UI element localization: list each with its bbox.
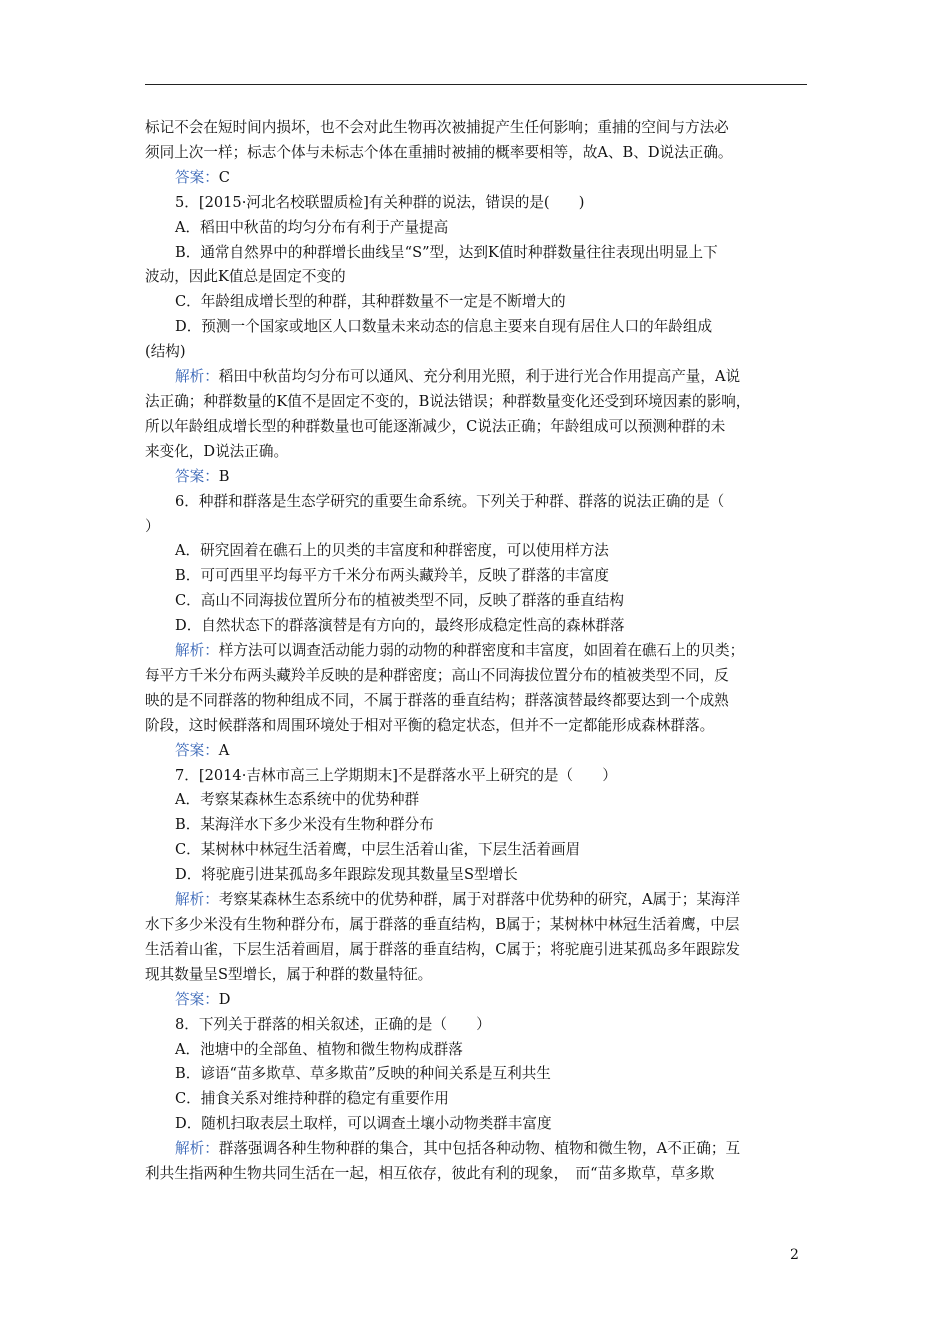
option-a: A．池塘中的全部鱼、植物和微生物构成群落 [175,1040,463,1058]
option-d: D．随机扫取表层土取样，可以调查土壤小动物类群丰富度 [175,1115,552,1133]
option-d: D．自然状态下的群落演替是有方向的，最终形成稳定性高的森林群落 [175,617,625,635]
analysis-line: 解析：考察某森林生态系统中的优势种群，属于对群落中优势种的研究，A属于；某海洋 [175,891,741,909]
option-b: B．可可西里平均每平方千米分布两头藏羚羊，反映了群落的丰富度 [175,567,609,585]
analysis-line: 阶段，这时候群落和周围环境处于相对平衡的稳定状态，但并不一定都能形成森林群落。 [145,716,715,734]
question-stem: 5．[2015·河北名校联盟质检]有关种群的说法，错误的是( ) [175,193,585,211]
analysis-line: 生活着山雀，下层生活着画眉，属于群落的垂直结构，C属于；将驼鹿引进某孤岛多年跟踪发 [145,940,740,958]
page-body [145,116,807,1187]
option-a: A．研究固着在礁石上的贝类的丰富度和种群密度，可以使用样方法 [175,542,609,560]
header-rule [145,84,807,85]
answer-line: 答案：B [175,467,230,485]
option-a: A．稻田中秋苗的均匀分布有利于产量提高 [175,218,449,236]
analysis-line: 解析：群落强调各种生物种群的集合，其中包括各种动物、植物和微生物，A不正确；互 [175,1140,741,1158]
option-c: C．年龄组成增长型的种群，其种群数量不一定是不断增大的 [175,293,566,311]
answer-line: 答案：A [175,741,230,759]
option-c: C．高山不同海拔位置所分布的植被类型不同，反映了群落的垂直结构 [175,592,624,610]
analysis-line: 解析：稻田中秋苗均匀分布可以通风、充分利用光照，利于进行光合作用提高产量，A说 [175,368,741,386]
analysis-line: 来变化，D说法正确。 [145,442,289,460]
analysis-line: 每平方千米分布两头藏羚羊反映的是种群密度；高山不同海拔位置分布的植被类型不同，反 [145,666,729,684]
answer-line: 答案：C [175,168,230,186]
question-stem: 8．下列关于群落的相关叙述，正确的是（ ） [175,1015,491,1033]
analysis-line: 映的是不同群落的物种组成不同，不属于群落的垂直结构；群落演替最终都要达到一个成熟 [145,691,729,709]
intro-line: 须同上次一样；标志个体与未标志个体在重捕时被捕的概率要相等，故A、B、D说法正确。 [145,143,733,161]
analysis-line: 解析：样方法可以调查活动能力弱的动物的种群密度和丰富度，如固着在礁石上的贝类； [175,642,745,660]
option-c: C．捕食关系对维持种群的稳定有重要作用 [175,1090,449,1108]
question-stem: 6．种群和群落是生态学研究的重要生命系统。下列关于种群、群落的说法正确的是（ [175,492,725,510]
option-a: A．考察某森林生态系统中的优势种群 [175,791,420,809]
answer-line: 答案：D [175,990,231,1008]
option-d: D．将驼鹿引进某孤岛多年跟踪发现其数量呈S型增长 [175,866,518,884]
option-d-cont: (结构) [145,343,186,361]
intro-line: 标记不会在短时间内损坏，也不会对此生物再次被捕捉产生任何影响；重捕的空间与方法必 [145,119,729,136]
question-stem: 7．[2014·吉林市高三上学期期末]不是群落水平上研究的是（ ） [175,766,617,784]
analysis-line: 法正确；种群数量的K值不是固定不变的，B说法错误；种群数量变化还受到环境因素的影响， [145,392,751,410]
option-b: B．某海洋水下多少米没有生物种群分布 [175,816,434,834]
analysis-line: 现其数量呈S型增长，属于种群的数量特征。 [145,965,433,983]
option-d: D．预测一个国家或地区人口数量未来动态的信息主要来自现有居住人口的年龄组成 [175,318,713,336]
question-stem-cont: ） [145,517,160,535]
page-number: 2 [790,1247,799,1263]
option-b: B．通常自然界中的种群增长曲线呈“S”型，达到K值时种群数量往往表现出明显上下 [175,243,718,261]
analysis-line: 利共生指两种生物共同生活在一起，相互依存，彼此有利的现象， 而“苗多欺草，草多欺 [145,1165,715,1183]
analysis-line: 水下多少米没有生物种群分布，属于群落的垂直结构，B属于；某树林中林冠生活着鹰，中层 [145,916,740,933]
option-c: C．某树林中林冠生活着鹰，中层生活着山雀，下层生活着画眉 [175,841,581,859]
analysis-line: 所以年龄组成增长型的种群数量也可能逐渐减少，C说法正确；年龄组成可以预测种群的未 [145,417,726,435]
option-b-cont: 波动，因此K值总是固定不变的 [145,268,346,286]
option-b: B．谚语“苗多欺草、草多欺苗”反映的种间关系是互利共生 [175,1065,551,1083]
